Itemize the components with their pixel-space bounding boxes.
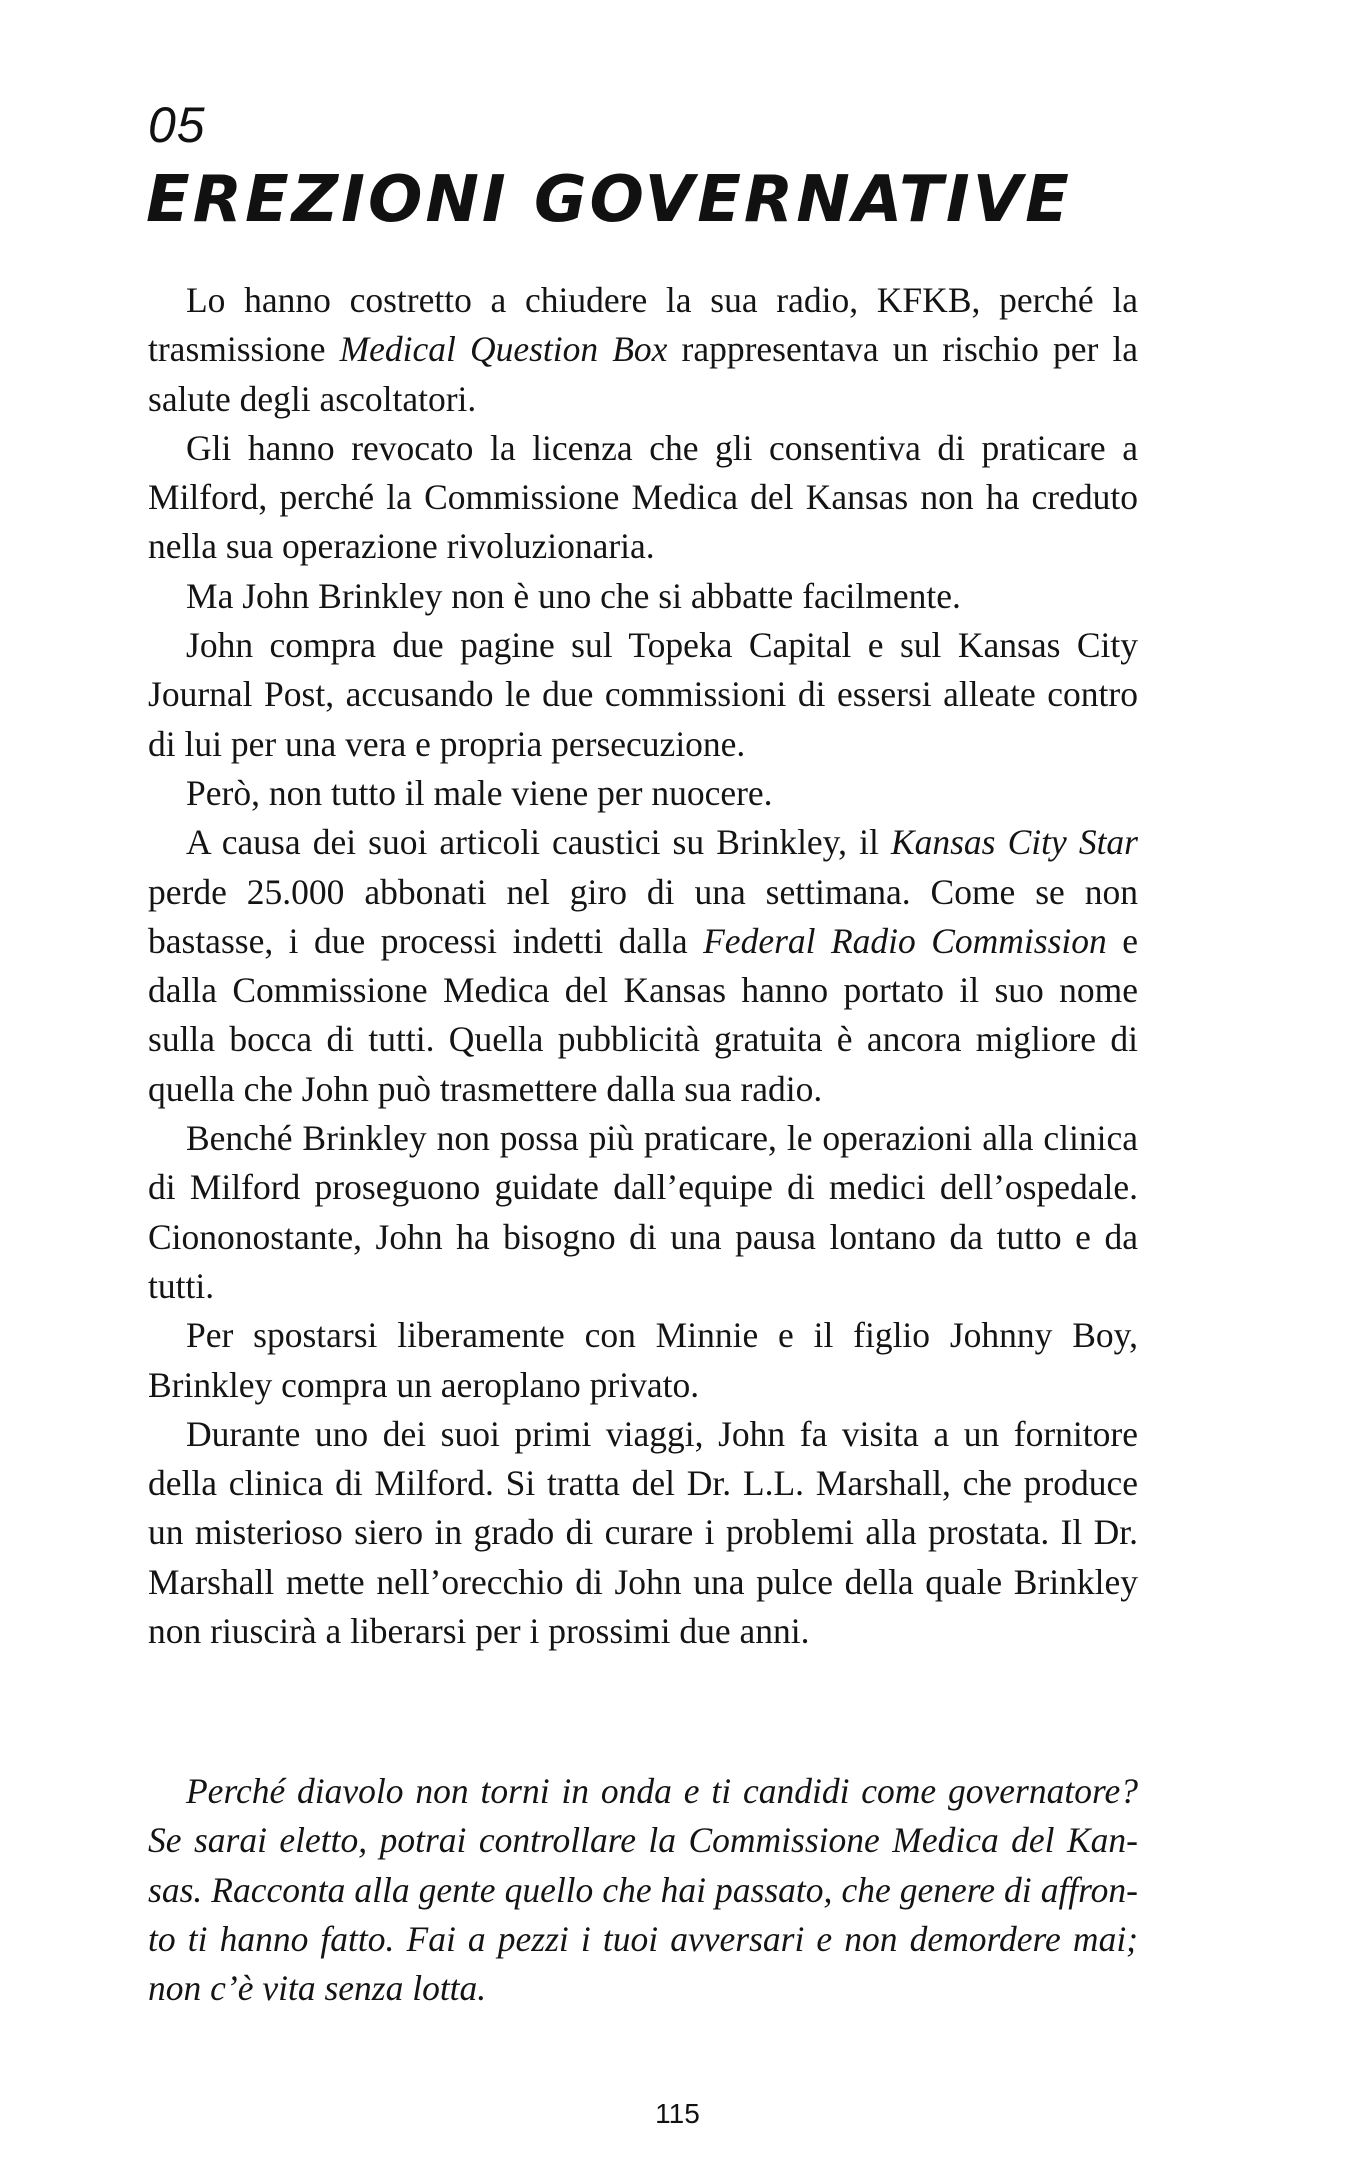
chapter-number: 05: [148, 97, 206, 153]
italic-quote: [148, 1767, 1138, 2013]
quote-paragraph: Perché diavolo non torni in onda e ti candidi come governatore? Se sarai eletto, potrai controllare la Commissione Medica del Kansas. Racconta alla gente quello che hai passato, che genere di affronto ti hanno fatto. Fai a pezzi i tuoi avversari e non demordere mai; non c’è vita senza lotta.: [148, 1771, 1138, 2009]
paragraph: A causa dei suoi articoli caustici su Brinkley, il Kansas City Star perde 25.000 abbonati nel giro di una settimana. Come se non bastasse, i due processi indetti dalla Federal Radio Commission e dalla Commissione Medica del Kansas hanno portato il suo nome sulla bocca di tutti. Quella pubblicità gratuita è ancora migliore di quella che John può trasmettere dalla sua radio.: [148, 822, 1138, 1109]
paragraph: Però, non tutto il male viene per nuocere.: [186, 772, 773, 813]
paragraph: Per spostarsi liberamente con Minnie e il figlio Johnny Boy, Brinkley compra un aeroplano privato.: [148, 1315, 1138, 1405]
paragraph: Benché Brinkley non possa più praticare, le operazioni alla clinica di Milford proseguono guidate dall’equipe di medici dell’ospedale. Ciononostante, John ha bisogno di una pausa lontano da tutto e da tutti.: [148, 1118, 1138, 1306]
paragraph: Lo hanno costretto a chiudere la sua radio, KFKB, perché la trasmissione Medical Question Box rappresentava un rischio per la salute degli ascoltatori.: [148, 280, 1139, 419]
paragraph: John compra due pagine sul Topeka Capital e sul Kansas City Journal Post, accusando le due commissioni di essersi alleate contro di lui per una vera e propria persecuzione.: [148, 625, 1138, 764]
chapter-title: EREZIONI GOVERNATIVE: [146, 163, 1072, 237]
body-text: [148, 276, 1138, 1656]
page-number: 115: [655, 2098, 700, 2129]
paragraph: Ma John Brinkley non è uno che si abbatte facilmente.: [186, 575, 961, 616]
paragraph: Durante uno dei suoi primi viaggi, John fa visita a un fornitore della clinica di Milford. Si tratta del Dr. L.L. Marshall, che produce un misterioso siero in grado di curare i problemi alla prostata. Il Dr. Marshall mette nell’orecchio di John una pulce della quale Brinkley non riuscirà a liberarsi per i prossimi due anni.: [148, 1413, 1138, 1652]
paragraph: Gli hanno revocato la licenza che gli consentiva di praticare a Milford, perché la Commissione Medica del Kansas non ha creduto nella sua operazione rivoluzionaria.: [148, 427, 1138, 567]
